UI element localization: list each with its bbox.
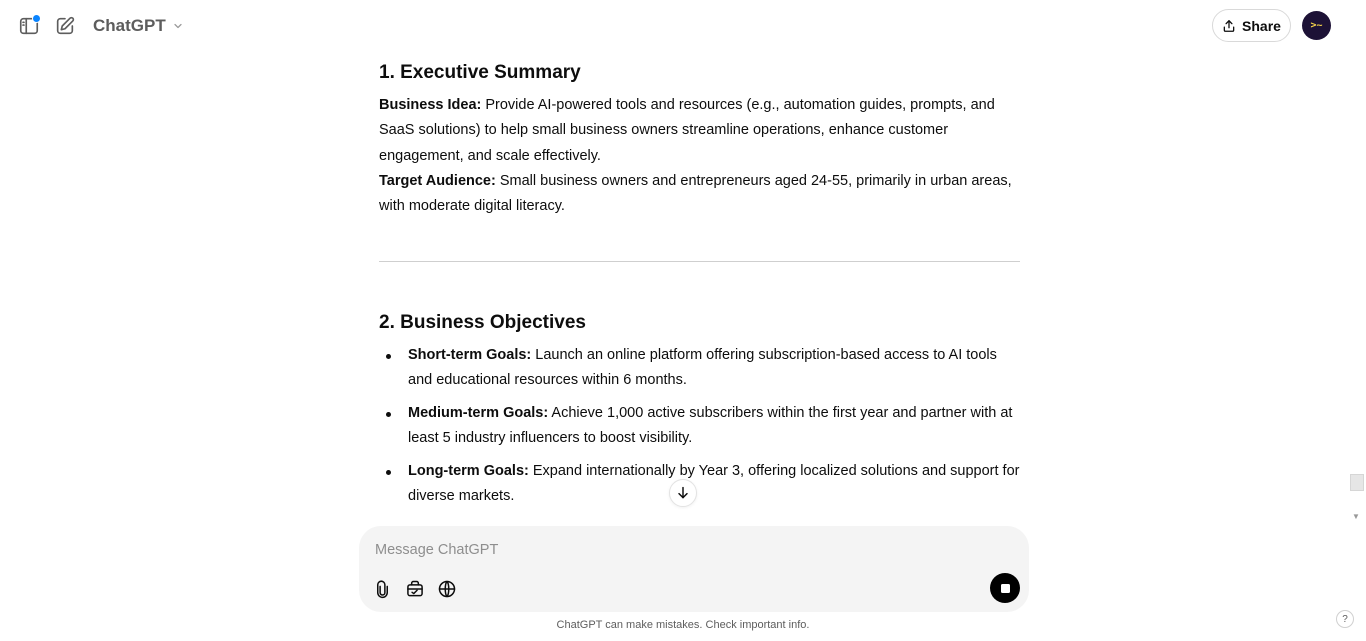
- message-input[interactable]: [375, 540, 935, 560]
- section-heading-business-objectives: 2. Business Objectives: [379, 312, 586, 333]
- scrollbar-thumb[interactable]: [1350, 474, 1364, 491]
- notification-dot: [32, 14, 41, 23]
- scroll-to-bottom-button[interactable]: [669, 479, 697, 507]
- list-item: [379, 459, 1021, 510]
- objectives-list: [379, 343, 1021, 517]
- share-button[interactable]: [1212, 9, 1291, 42]
- goal-label: Long-term Goals:: [408, 463, 529, 480]
- target-audience-text: Small business owners and entrepreneurs aged 24-55, primarily in urban areas, with moderate digital literacy.: [379, 172, 1012, 215]
- goal-label: Medium-term Goals:: [408, 405, 549, 422]
- list-item: [379, 401, 1021, 452]
- scrollbar-down-arrow[interactable]: ▼: [1352, 512, 1360, 521]
- help-button[interactable]: ?: [1336, 610, 1354, 628]
- stop-icon: [1001, 584, 1010, 593]
- goal-label: Short-term Goals:: [408, 347, 532, 363]
- disclaimer-text: ChatGPT can make mistakes. Check important info.: [556, 619, 810, 631]
- section-body-executive-summary: [379, 93, 1021, 219]
- business-idea-text: Provide AI-powered tools and resources (e.g., automation guides, prompts, and SaaS solutions) to help small business owners streamline operations, enhance customer engagement, and scale effectively.: [379, 97, 995, 164]
- globe-icon[interactable]: [435, 577, 459, 601]
- target-audience-label: Target Audience:: [379, 172, 496, 189]
- stop-generating-button[interactable]: [990, 573, 1020, 603]
- model-switcher[interactable]: [93, 15, 184, 37]
- avatar-text: >~: [1310, 20, 1323, 31]
- message-composer: [359, 526, 1029, 612]
- horizontal-divider: [379, 261, 1020, 262]
- paperclip-icon[interactable]: [370, 577, 394, 601]
- top-bar: [0, 0, 1366, 52]
- pencil-square-icon[interactable]: [53, 14, 77, 38]
- avatar[interactable]: [1302, 11, 1331, 40]
- upload-icon: [1222, 19, 1236, 33]
- goal-text: Expand internationally by Year 3, offering localized solutions and support for diverse markets.: [408, 463, 1020, 505]
- business-idea-label: Business Idea:: [379, 97, 482, 113]
- goal-text: Launch an online platform offering subscription-based access to AI tools and educational resources within 6 months.: [408, 347, 997, 389]
- share-label: Share: [1242, 17, 1281, 34]
- chevron-down-icon: [172, 20, 184, 32]
- toolbox-icon[interactable]: [403, 577, 427, 601]
- model-name: ChatGPT: [93, 16, 166, 35]
- section-heading-executive-summary: 1. Executive Summary: [379, 62, 581, 83]
- arrow-down-icon: [675, 485, 691, 501]
- list-item: [379, 343, 1021, 394]
- goal-text: Achieve 1,000 active subscribers within the first year and partner with at least 5 industry influencers to boost visibility.: [408, 405, 1013, 447]
